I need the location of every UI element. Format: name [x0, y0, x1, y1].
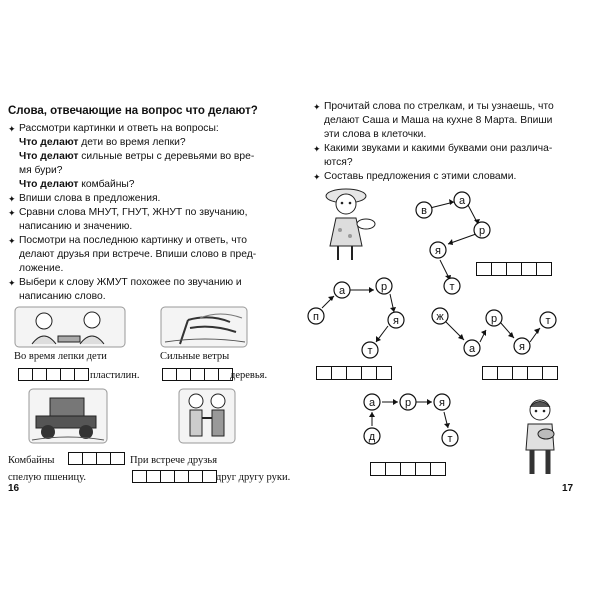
- right-instruction-2: ✦ Какими звуками и какими буквами они различа- ются?: [313, 143, 553, 168]
- puzzle-2-letter-4: я: [393, 315, 399, 327]
- left-instructions: [8, 122, 278, 304]
- puzzle-3-letter-3: р: [490, 313, 498, 325]
- sentence-4-end: друг другу руки.: [216, 472, 291, 483]
- bullet-icon: ✦: [313, 172, 321, 182]
- answer-cells-puzzle-4[interactable]: [370, 462, 446, 476]
- right-instructions: [313, 100, 583, 184]
- sentence-1-start: Во время лепки дети: [14, 351, 107, 362]
- bullet-icon: ✦: [313, 102, 321, 112]
- instruction-4: ✦ Посмотри на последнюю картинку и ответь, что делают друзья при встрече. Впиши слово в пред- ложение.: [8, 235, 257, 274]
- sentence-1-end: пластилин.: [90, 370, 140, 381]
- instruction-3: ✦ Сравни слова МНУТ, ГНУТ, ЖНУТ по звучанию, написанию и значению.: [8, 207, 248, 232]
- puzzle-4-letter-2: а: [368, 397, 376, 409]
- answer-cells-2[interactable]: [162, 368, 233, 381]
- girl-with-bowl-icon: [320, 184, 378, 264]
- answer-cells-puzzle-2[interactable]: [316, 366, 392, 380]
- bullet-icon: ✦: [8, 124, 16, 134]
- puzzle-4-letter-3: р: [404, 397, 412, 409]
- puzzle-4-letter-4: я: [439, 397, 445, 409]
- boy-with-bowl-icon: [518, 398, 564, 478]
- puzzle-4-letter-1: д: [368, 431, 376, 443]
- puzzle-1-letter-2: а: [458, 195, 466, 207]
- word-puzzle-1: [414, 184, 500, 296]
- answer-cells-3[interactable]: [68, 452, 125, 465]
- puzzle-1-letter-5: т: [449, 281, 455, 293]
- sentence-3-end: спелую пшеницу.: [8, 472, 86, 483]
- sentence-2-start: Сильные ветры: [160, 351, 230, 362]
- combine-harvester-illustration: [28, 388, 108, 444]
- right-instruction-3: ✦ Составь предложения с этими словами.: [313, 171, 517, 182]
- storm-trees-illustration: [160, 306, 248, 348]
- puzzle-3-letter-2: а: [468, 343, 476, 355]
- puzzle-1-letter-3: р: [478, 225, 486, 237]
- puzzle-3-letter-4: я: [519, 341, 525, 353]
- answer-cells-puzzle-1[interactable]: [476, 262, 552, 276]
- puzzle-4-letter-5: т: [447, 433, 453, 445]
- answer-cells-1[interactable]: [18, 368, 89, 381]
- page-number-left: 16: [8, 483, 20, 494]
- left-heading: Слова, отвечающие на вопрос что делают?: [8, 105, 258, 117]
- word-puzzle-3: [428, 298, 564, 362]
- instruction-2: ✦ Впиши слова в предложения.: [8, 193, 161, 204]
- puzzle-3-letter-5: т: [545, 315, 551, 327]
- sentence-3-start: Комбайны: [8, 455, 55, 466]
- friends-shaking-hands-illustration: [178, 388, 236, 444]
- answer-cells-puzzle-3[interactable]: [482, 366, 558, 380]
- bullet-icon: ✦: [313, 144, 321, 154]
- page-number-right: 17: [562, 483, 574, 494]
- kids-modeling-illustration: [14, 306, 126, 348]
- bullet-icon: ✦: [8, 236, 16, 246]
- sentence-4-start: При встрече друзья: [130, 455, 218, 466]
- puzzle-1-letter-4: я: [435, 245, 441, 257]
- puzzle-2-letter-1: п: [313, 311, 319, 323]
- bullet-icon: ✦: [8, 208, 16, 218]
- instruction-5: ✦ Выбери к слову ЖМУТ похожее по звучанию и написанию слово.: [8, 277, 242, 302]
- instruction-1: ✦ Рассмотри картинки и ответь на вопросы: Что делают дети во время лепки? Что делают сильные ветры с деревьями во вре- мя бури? Что делают комбайны?: [8, 123, 255, 190]
- puzzle-2-letter-2: а: [338, 285, 346, 297]
- puzzle-3-letter-1: ж: [436, 311, 444, 323]
- puzzle-2-letter-5: т: [367, 345, 373, 357]
- puzzle-2-letter-3: р: [380, 281, 388, 293]
- word-puzzle-4: [350, 386, 474, 454]
- sentence-2-end: деревья.: [230, 370, 268, 381]
- puzzle-1-letter-1: в: [421, 205, 427, 217]
- bullet-icon: ✦: [8, 194, 16, 204]
- answer-cells-4[interactable]: [132, 470, 217, 483]
- bullet-icon: ✦: [8, 278, 16, 288]
- word-puzzle-2: [306, 266, 416, 366]
- right-instruction-1: ✦ Прочитай слова по стрелкам, и ты узнаешь, что делают Саша и Маша на кухне 8 Марта. Впиши эти слова в клеточки.: [313, 101, 554, 140]
